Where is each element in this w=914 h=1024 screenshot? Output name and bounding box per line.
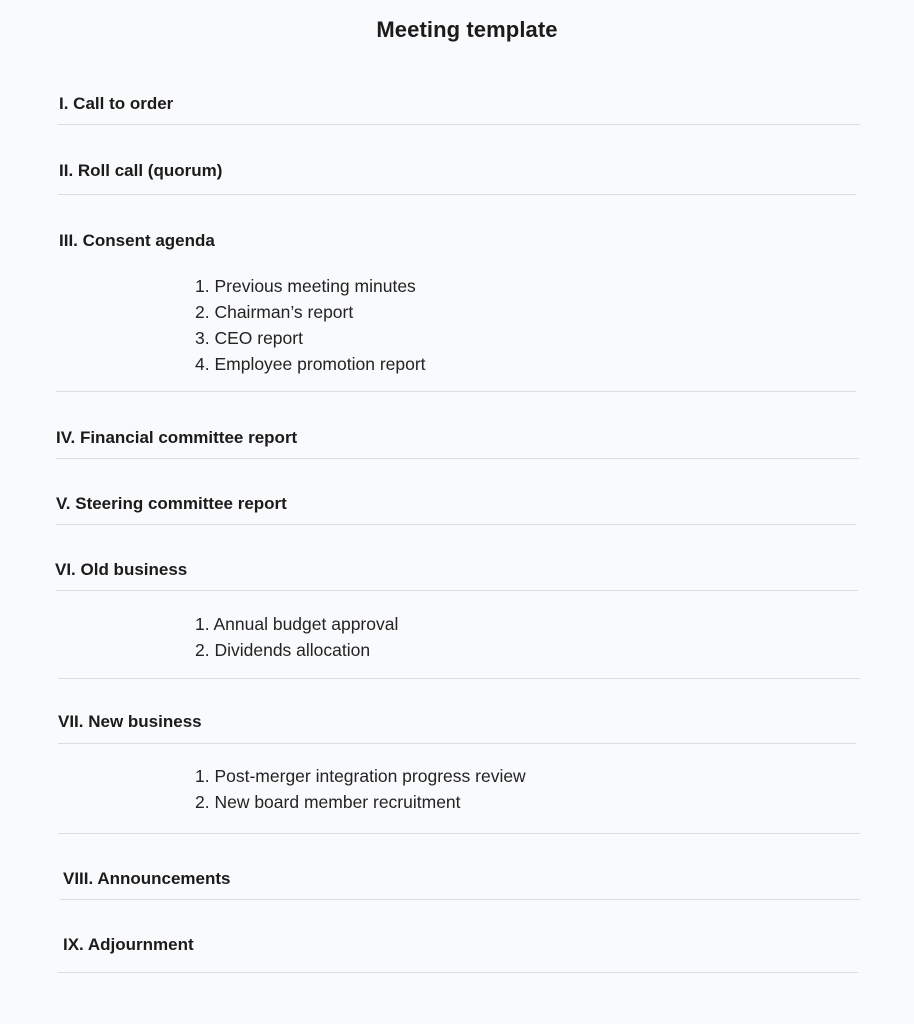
section-divider: [56, 590, 858, 591]
section-divider: [58, 833, 860, 834]
page-title: Meeting template: [376, 17, 558, 42]
section-heading-adjournment: IX. Adjournment: [63, 935, 194, 954]
section-heading-old-business: VI. Old business: [55, 560, 188, 579]
list-item: 1. Annual budget approval: [195, 614, 399, 634]
section-heading-financial-committee: IV. Financial committee report: [56, 428, 298, 447]
section-divider: [58, 194, 856, 195]
list-item: 2. Dividends allocation: [195, 640, 371, 660]
section-heading-consent-agenda: III. Consent agenda: [59, 231, 215, 250]
section-divider: [56, 524, 856, 525]
section-heading-call-to-order: I. Call to order: [59, 94, 174, 113]
section-divider: [60, 899, 860, 900]
list-item: 2. Chairman’s report: [195, 302, 354, 322]
section-heading-new-business: VII. New business: [58, 712, 202, 731]
section-heading-roll-call: II. Roll call (quorum): [59, 161, 223, 180]
section-divider: [58, 972, 858, 973]
list-item: 3. CEO report: [195, 328, 303, 348]
list-item: 1. Previous meeting minutes: [195, 276, 416, 296]
list-item: 4. Employee promotion report: [195, 354, 426, 374]
list-item: 1. Post-merger integration progress review: [195, 766, 526, 786]
section-divider: [56, 458, 859, 459]
list-item: 2. New board member recruitment: [195, 792, 461, 812]
section-divider: [58, 678, 860, 679]
section-heading-steering-committee: V. Steering committee report: [56, 494, 287, 513]
section-divider: [58, 743, 856, 744]
section-divider: [56, 391, 856, 392]
section-heading-announcements: VIII. Announcements: [63, 869, 231, 888]
section-divider: [58, 124, 860, 125]
